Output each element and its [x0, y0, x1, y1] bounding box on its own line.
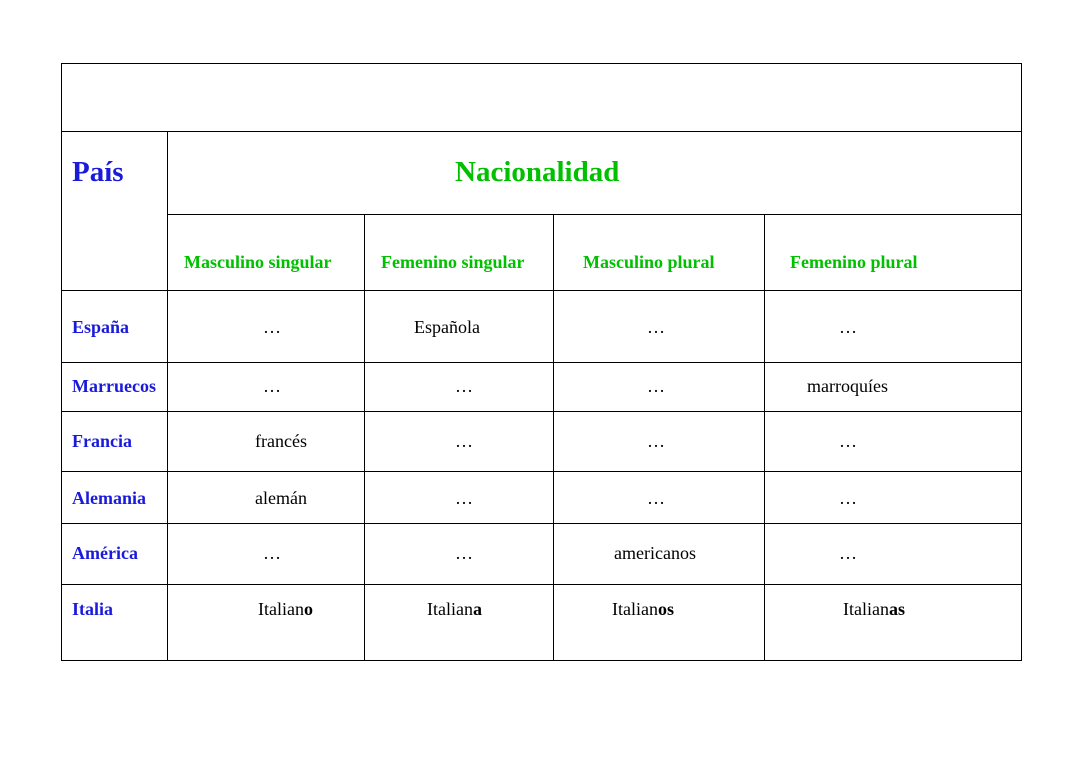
- table-cell: …: [263, 376, 281, 396]
- table-cell: …: [455, 543, 473, 563]
- row-divider: [61, 584, 1022, 585]
- row-divider: [61, 523, 1022, 524]
- country-label: Alemania: [72, 488, 146, 508]
- header-masculino-plural: Masculino plural: [583, 252, 715, 272]
- word-stem: Italian: [843, 599, 889, 619]
- title-nacionalidad: Nacionalidad: [455, 156, 620, 188]
- table-cell: [612, 600, 674, 618]
- row-divider: [61, 131, 1022, 132]
- table-cell: [843, 600, 905, 618]
- table-cell: Española: [414, 317, 480, 337]
- table-cell: americanos: [614, 543, 696, 563]
- column-divider: [167, 131, 168, 661]
- table-cell: …: [455, 488, 473, 508]
- column-divider: [553, 214, 554, 661]
- word-ending: as: [888, 599, 905, 619]
- table-cell: …: [455, 431, 473, 451]
- word-ending: os: [657, 599, 674, 619]
- country-label: Italia: [72, 599, 114, 619]
- row-divider: [61, 411, 1022, 412]
- table-cell: …: [839, 543, 857, 563]
- table-cell: [427, 600, 482, 618]
- word-stem: Italian: [612, 599, 658, 619]
- table-cell: …: [647, 431, 665, 451]
- country-label: Marruecos: [72, 376, 156, 396]
- header-femenino-plural: Femenino plural: [790, 252, 918, 272]
- row-divider: [167, 214, 1022, 215]
- table-cell: marroquíes: [807, 376, 888, 396]
- table-cell: …: [647, 376, 665, 396]
- table-cell: …: [839, 431, 857, 451]
- country-label: Francia: [72, 431, 132, 451]
- table-cell: …: [647, 488, 665, 508]
- title-pais: País: [72, 156, 124, 188]
- row-divider: [61, 290, 1022, 291]
- table-cell: …: [263, 543, 281, 563]
- table-cell: [258, 600, 313, 618]
- country-label: América: [72, 543, 138, 563]
- row-divider: [61, 362, 1022, 363]
- column-divider: [764, 214, 765, 661]
- word-stem: Italian: [258, 599, 304, 619]
- row-divider: [61, 471, 1022, 472]
- table-cell: …: [455, 376, 473, 396]
- table-cell: …: [647, 317, 665, 337]
- table-cell: …: [839, 317, 857, 337]
- header-masculino-singular: Masculino singular: [184, 252, 332, 272]
- word-ending: a: [472, 599, 482, 619]
- table-cell: alemán: [255, 488, 307, 508]
- table-cell: …: [263, 317, 281, 337]
- table-cell: …: [839, 488, 857, 508]
- table-cell: francés: [255, 431, 307, 451]
- header-femenino-singular: Femenino singular: [381, 252, 525, 272]
- word-stem: Italian: [427, 599, 473, 619]
- country-label: España: [72, 317, 130, 337]
- column-divider: [364, 214, 365, 661]
- word-ending: o: [303, 599, 313, 619]
